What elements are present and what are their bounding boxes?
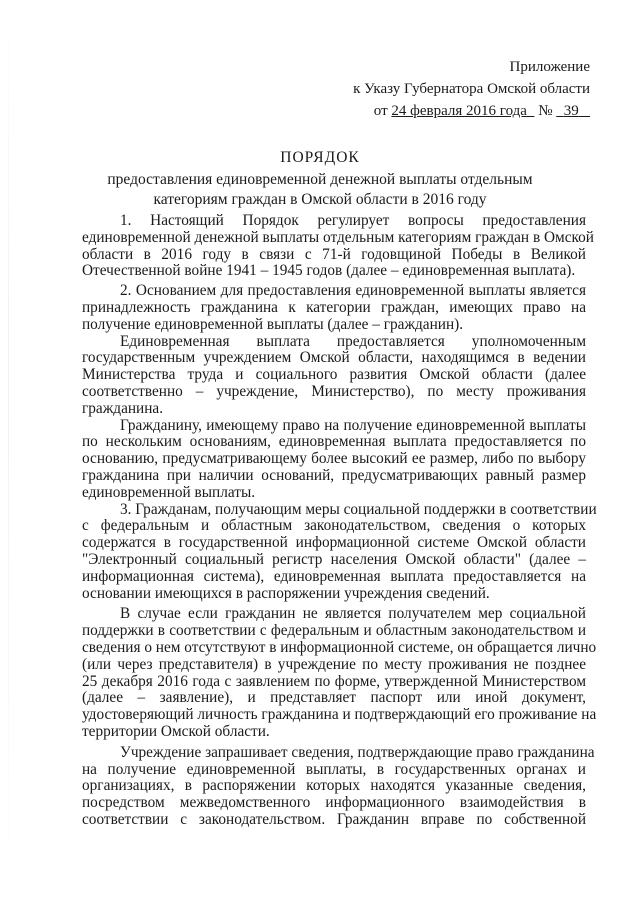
- paragraph-line: единовременной выплаты.: [82, 483, 256, 501]
- paragraph: [82, 283, 586, 333]
- appendix-label: Приложение: [509, 59, 590, 75]
- paragraph-line: по нескольким основаниям, единовременная выплата предоставляется по: [82, 433, 586, 451]
- paragraph: [82, 605, 597, 740]
- paragraph-line: основании имеющихся в распоряжении учреждения сведений.: [82, 584, 490, 602]
- paragraph-line: государственным учреждением Омской области, находящимся в ведении: [82, 349, 586, 367]
- paragraph-line: 2. Основанием для предоставления единовременной выплаты является: [120, 282, 586, 300]
- paragraph-line: с федеральным и областным законодательством, сведения о которых: [82, 517, 586, 535]
- paragraph-line: территории Омской области.: [82, 722, 270, 740]
- paragraph-line: 3. Гражданам, получающим меры социальной поддержки в соответствии: [120, 500, 597, 518]
- paragraph-line: сведения о нем отсутствуют в информационной системе, он обращается лично: [82, 638, 597, 656]
- paragraph-line: В случае если гражданин не является получателем мер социальной: [120, 605, 586, 623]
- paragraph-line: содержатся в государственной информационной системе Омской области: [82, 534, 586, 552]
- paragraph-line: (далее – заявление), и представляет паспорт или иной документ,: [82, 689, 586, 707]
- document-title: [60, 148, 580, 210]
- scan-edge: [8, 0, 9, 905]
- paragraph: [82, 334, 586, 418]
- paragraph-line: соответствии с законодательством. Гражданин вправе по собственной: [82, 810, 586, 828]
- paragraph-line: области в 2016 году в связи с 71-й годовщиной Победы в Великой: [82, 245, 586, 263]
- paragraph-line: гражданина при наличии оснований, предусматривающих равный размер: [82, 466, 586, 484]
- paragraph-line: соответственно – учреждение, Министерство), по месту проживания: [82, 382, 586, 400]
- paragraph-line: поддержки в соответствии с федеральным и областным законодательством и: [82, 622, 586, 640]
- paragraph-line: основанию, предусматривающему более высокий ее размер, либо по выбору: [82, 450, 586, 468]
- paragraph-line: Отечественной войне 1941 – 1945 годов (далее – единовременная выплата).: [82, 262, 576, 280]
- paragraph-line: Министерства труда и социального развития Омской области (далее: [82, 366, 586, 384]
- title-main: ПОРЯДОК: [280, 149, 360, 166]
- paragraph-line: удостоверяющий личность гражданина и подтверждающий его проживание на: [82, 706, 597, 724]
- from-label: от: [373, 103, 388, 119]
- appendix-date-line: [353, 100, 590, 122]
- decree-number: 39: [563, 103, 579, 119]
- paragraph-line: принадлежность гражданина к категории граждан, имеющих право на: [82, 298, 586, 316]
- paragraph-line: Гражданину, имеющему право на получение единовременной выплаты: [120, 416, 586, 434]
- paragraph-line: посредством межведомственного информационного взаимодействия в: [82, 794, 586, 812]
- paragraph-line: Единовременная выплата предоставляется уполномоченным: [120, 332, 586, 350]
- paragraph: [82, 743, 595, 829]
- paragraph: [82, 500, 597, 603]
- paragraph-line: Учреждение запрашивает сведения, подтверждающие право гражданина: [120, 743, 595, 761]
- appendix-reference: к Указу Губернатора Омской области: [353, 81, 590, 97]
- paragraph-line: гражданина.: [82, 399, 164, 417]
- title-subtitle-1: предоставления единовременной денежной выплаты отдельным: [107, 171, 533, 188]
- paragraph-line: на получение единовременной выплаты, в государственных органах и: [82, 760, 586, 778]
- paragraph-line: получение единовременной выплаты (далее – гражданин).: [82, 315, 464, 333]
- paragraph-line: "Электронный социальный регистр населения Омской области" (далее –: [82, 550, 586, 568]
- title-subtitle-2: категориям граждан в Омской области в 2016 году: [153, 191, 487, 208]
- decree-date: 24 февраля 2016 года: [391, 103, 527, 119]
- paragraph-line: (или через представителя) в учреждение по месту проживания не позднее: [82, 655, 586, 673]
- paragraph-line: 25 декабря 2016 года с заявлением по форме, утвержденной Министерством: [82, 672, 586, 690]
- document-body: [82, 212, 597, 829]
- paragraph-line: организациях, в распоряжении которых находятся указанные сведения,: [82, 777, 586, 795]
- paragraph-line: информационная система), единовременная выплата предоставляется на: [82, 567, 586, 585]
- paragraph: [82, 418, 586, 502]
- number-label: №: [538, 103, 553, 119]
- paragraph-line: единовременной денежной выплаты отдельным категориям граждан в Омской: [82, 228, 594, 246]
- appendix-header: [353, 56, 590, 122]
- paragraph-line: 1. Настоящий Порядок регулирует вопросы предоставления: [120, 212, 586, 229]
- paragraph: [82, 212, 594, 280]
